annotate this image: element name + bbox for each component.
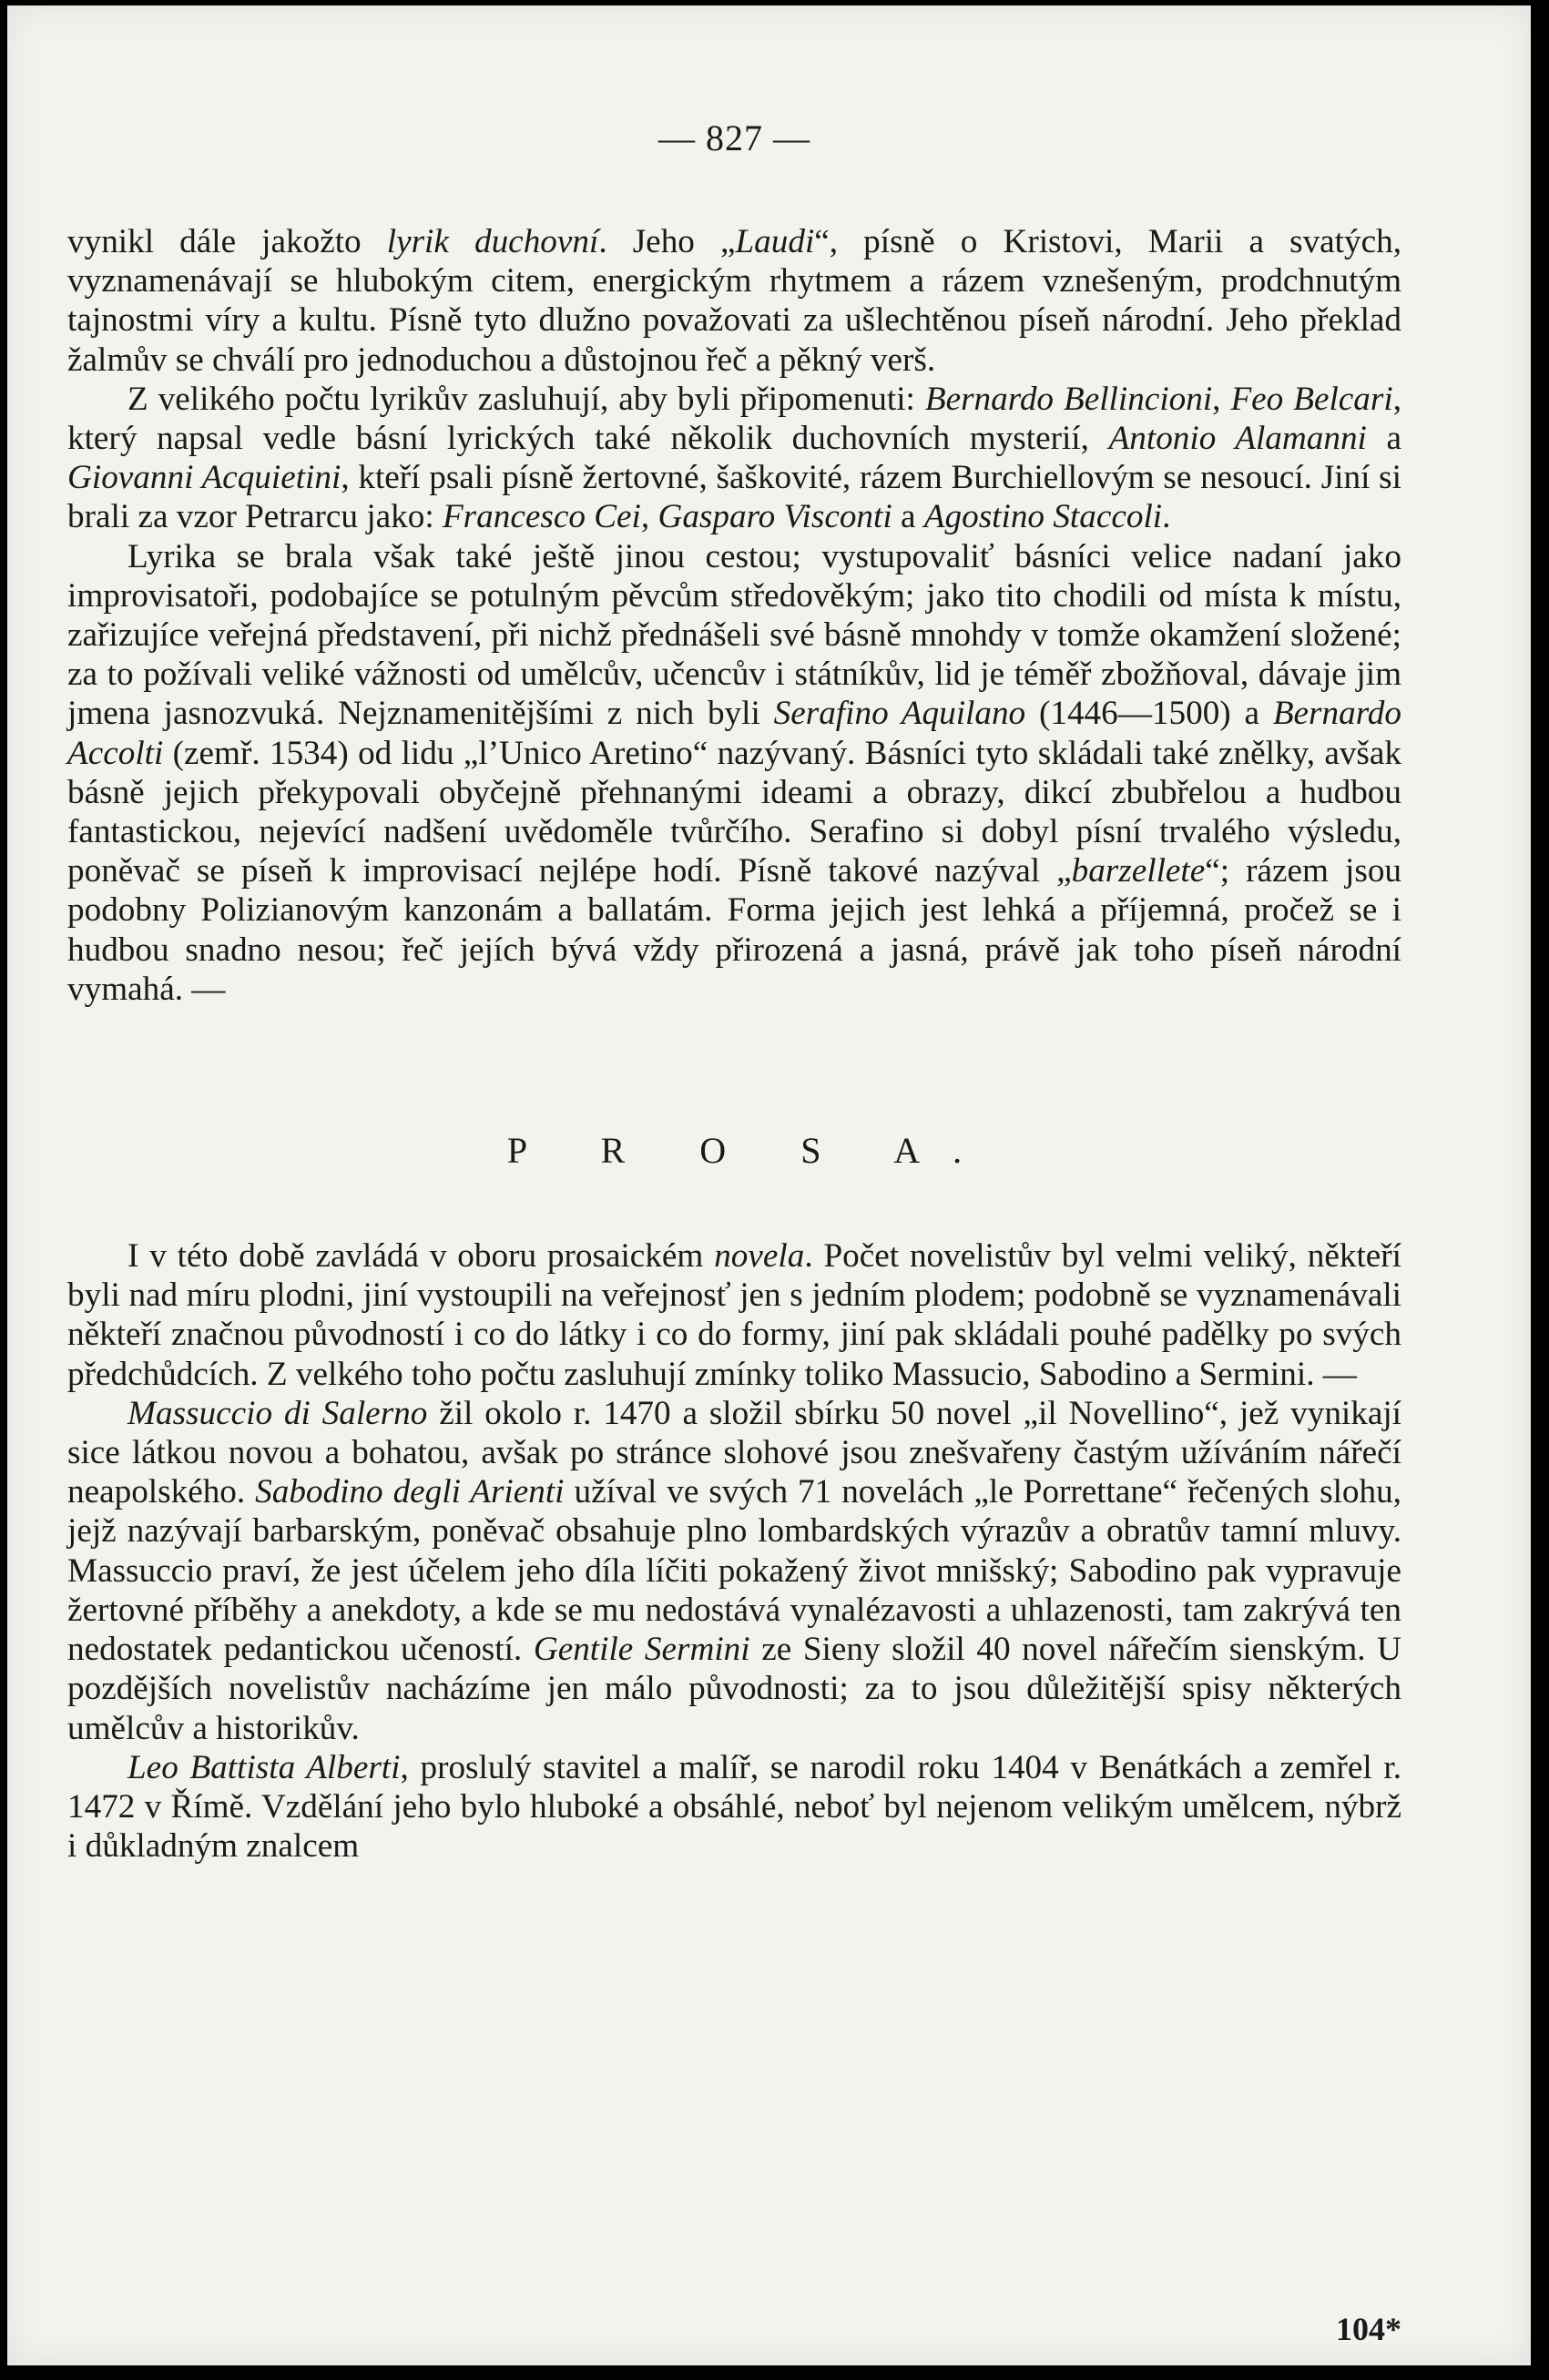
text-run: (zemř. 1534) od lidu „l’Unico Aretino“ nazývaný. Básníci tyto skládali také znělky, avšak básně jejich překypovali obyčejně přehnanými ideami a obrazy, dikcí zbubřelou a hudbou fantastickou, nejevící nadšení uvědoměle tvůrčího. Serafino si dobyl písní trvalého výsledu, poněvač se píseň k improvisací nejlépe hodí. Písně takové nazýval „ [67, 734, 1401, 890]
paragraph [67, 1394, 1401, 1748]
text-run: , který napsal vedle básní lyrických také několik duchovních mysterií, [67, 380, 1401, 458]
text-run: , [640, 498, 658, 536]
text-run: žil okolo r. 1470 a složil sbírku 50 novel „il Novellino“, jež vynikají sice látkou novou a bohatou, avšak po stránce slohové jsou znešvařeny častým užíváním nářečí neapolského. [67, 1394, 1402, 1511]
text-run: . Jeho „ [598, 223, 736, 260]
italic-name: Agostino Staccoli [923, 498, 1163, 536]
text-run: , kteří psali písně žertovné, šaškovité, rázem Burchiellovým se nesoucí. Jiní si brali za vzor Petrarcu jako: [67, 459, 1401, 536]
italic-name: Massuccio di Salerno [127, 1394, 428, 1432]
text-run: “, písně o Kristovi, Marii a svatých, vyznamenávají se hlubokým citem, energickým rhytmem a rázem vznešeným, prodchnutým tajnostmi víry a kultu. Písně tyto dlužno považovati za ušlechtěnou píseň národní. Jeho překlad žalmův se chválí pro jednoduchou a důstojnou řeč a pěkný verš. [67, 223, 1401, 379]
section-lyrics [67, 222, 1401, 1009]
italic-name: lyrik duchovní [386, 223, 599, 260]
text-run: ze Sieny složil 40 novel nářečím sienským. U pozdějších novelistův nacházíme jen málo původnosti; za to jsou důležitější spisy některých umělcův a historikův. [67, 1631, 1402, 1747]
italic-name: Laudi [735, 223, 815, 260]
text-run: vynikl dále jakožto [67, 223, 387, 260]
italic-name: Antonio Alamanni [1108, 420, 1367, 458]
text-run: a [892, 498, 924, 536]
italic-name: Giovanni Acquietini [67, 459, 341, 497]
paragraph [67, 1748, 1401, 1866]
italic-name: Gasparo Visconti [657, 498, 892, 536]
italic-name: Bernardo Accolti [67, 695, 1401, 772]
text-run: “; rázem jsou podobny Polizianovým kanzonám a ballatám. Forma jejich jest lehká a příjemná, pročež se i hudbou snadno nesou; řeč jejích bývá vždy přirozená a jasná, právě jak toho píseň národní vymahá. — [67, 852, 1402, 1008]
paragraph [67, 1236, 1401, 1394]
italic-name: Bernardo Bellincioni [924, 380, 1213, 418]
text-run: a [1366, 420, 1401, 458]
text-run: , proslulý stavitel a malíř, se narodil roku 1404 v Benátkách a zemřel r. 1472 v Římě. Vzdělání jeho bylo hluboké a obsáhlé, neboť byl nejenom velikým umělcem, nýbrž i důkladným znalcem [67, 1748, 1401, 1866]
page-content [67, 117, 1402, 2347]
text-run: . Počet novelistův byl velmi veliký, někteří byli nad míru plodni, jiní vystoupili na veřejnosť jen s jedním plodem; podobně se vyznamenávali někteří značnou původností i co do látky i co do formy, jiní pak skládali pouhé padělky po svých předchůdcích. Z velkého toho počtu zasluhují zmínky toliko Massucio, Sabodino a Sermini. — [67, 1237, 1402, 1393]
page-number: — 827 — [658, 117, 810, 158]
italic-name: Francesco Cei [442, 498, 641, 536]
text-run: I v této době zavládá v oboru prosaickém [127, 1237, 715, 1276]
paragraph [67, 222, 1401, 380]
italic-name: barzellete [1071, 852, 1206, 890]
italic-name: Serafino Aquilano [773, 695, 1026, 733]
book-page [7, 5, 1531, 2365]
section-prose [67, 1236, 1401, 1866]
italic-name: Feo Belcari [1230, 380, 1393, 418]
italic-name: Leo Battista Alberti [127, 1748, 401, 1786]
italic-name: novela [714, 1237, 805, 1276]
section-heading: P R O S A. [506, 1130, 995, 1172]
text-run: užíval ve svých 71 novelách „le Porrettane“ řečených slohu, jejž nazývají barbarským, poněvač obsahuje plno lombardských výrazův a obratův tamní mluvy. Massuccio praví, že jest účelem jeho díla líčiti pokažený život mnišský; Sabodino pak vypravuje žertovné příběhy a anekdoty, a kde se mu nedostává vynalézavosti a uhlazenosti, tam zakrývá ten nedostatek pedantickou učeností. [67, 1473, 1401, 1669]
text-run: Z velikého počtu lyrikův zasluhují, aby byli připomenuti: [127, 380, 925, 418]
italic-name: Sabodino degli Arienti [255, 1473, 565, 1511]
paragraph [67, 537, 1401, 1009]
text-run: , [1212, 380, 1231, 418]
italic-name: Gentile Sermini [533, 1631, 750, 1669]
text-run: (1446—1500) a [1025, 695, 1273, 733]
text-run: Lyrika se brala však také ještě jinou cestou; vystupovaliť básníci velice nadaní jako improvisatoři, podobajíce se potulným pěvcům středověkým; jako tito chodili od místa k místu, zařizujíce veřejná představení, při nichž přednášeli své básně mnohdy v tomže okamžení složené; za to požívali veliké vážnosti od umělcův, učencův i státníkův, lid je téměř zbožňoval, dávaje jim jmena jasnozvuká. Nejznamenitějšími z nich byli [67, 537, 1401, 733]
signature-mark: 104* [1336, 2311, 1401, 2347]
text-run: . [1162, 498, 1171, 536]
paragraph [67, 380, 1401, 537]
